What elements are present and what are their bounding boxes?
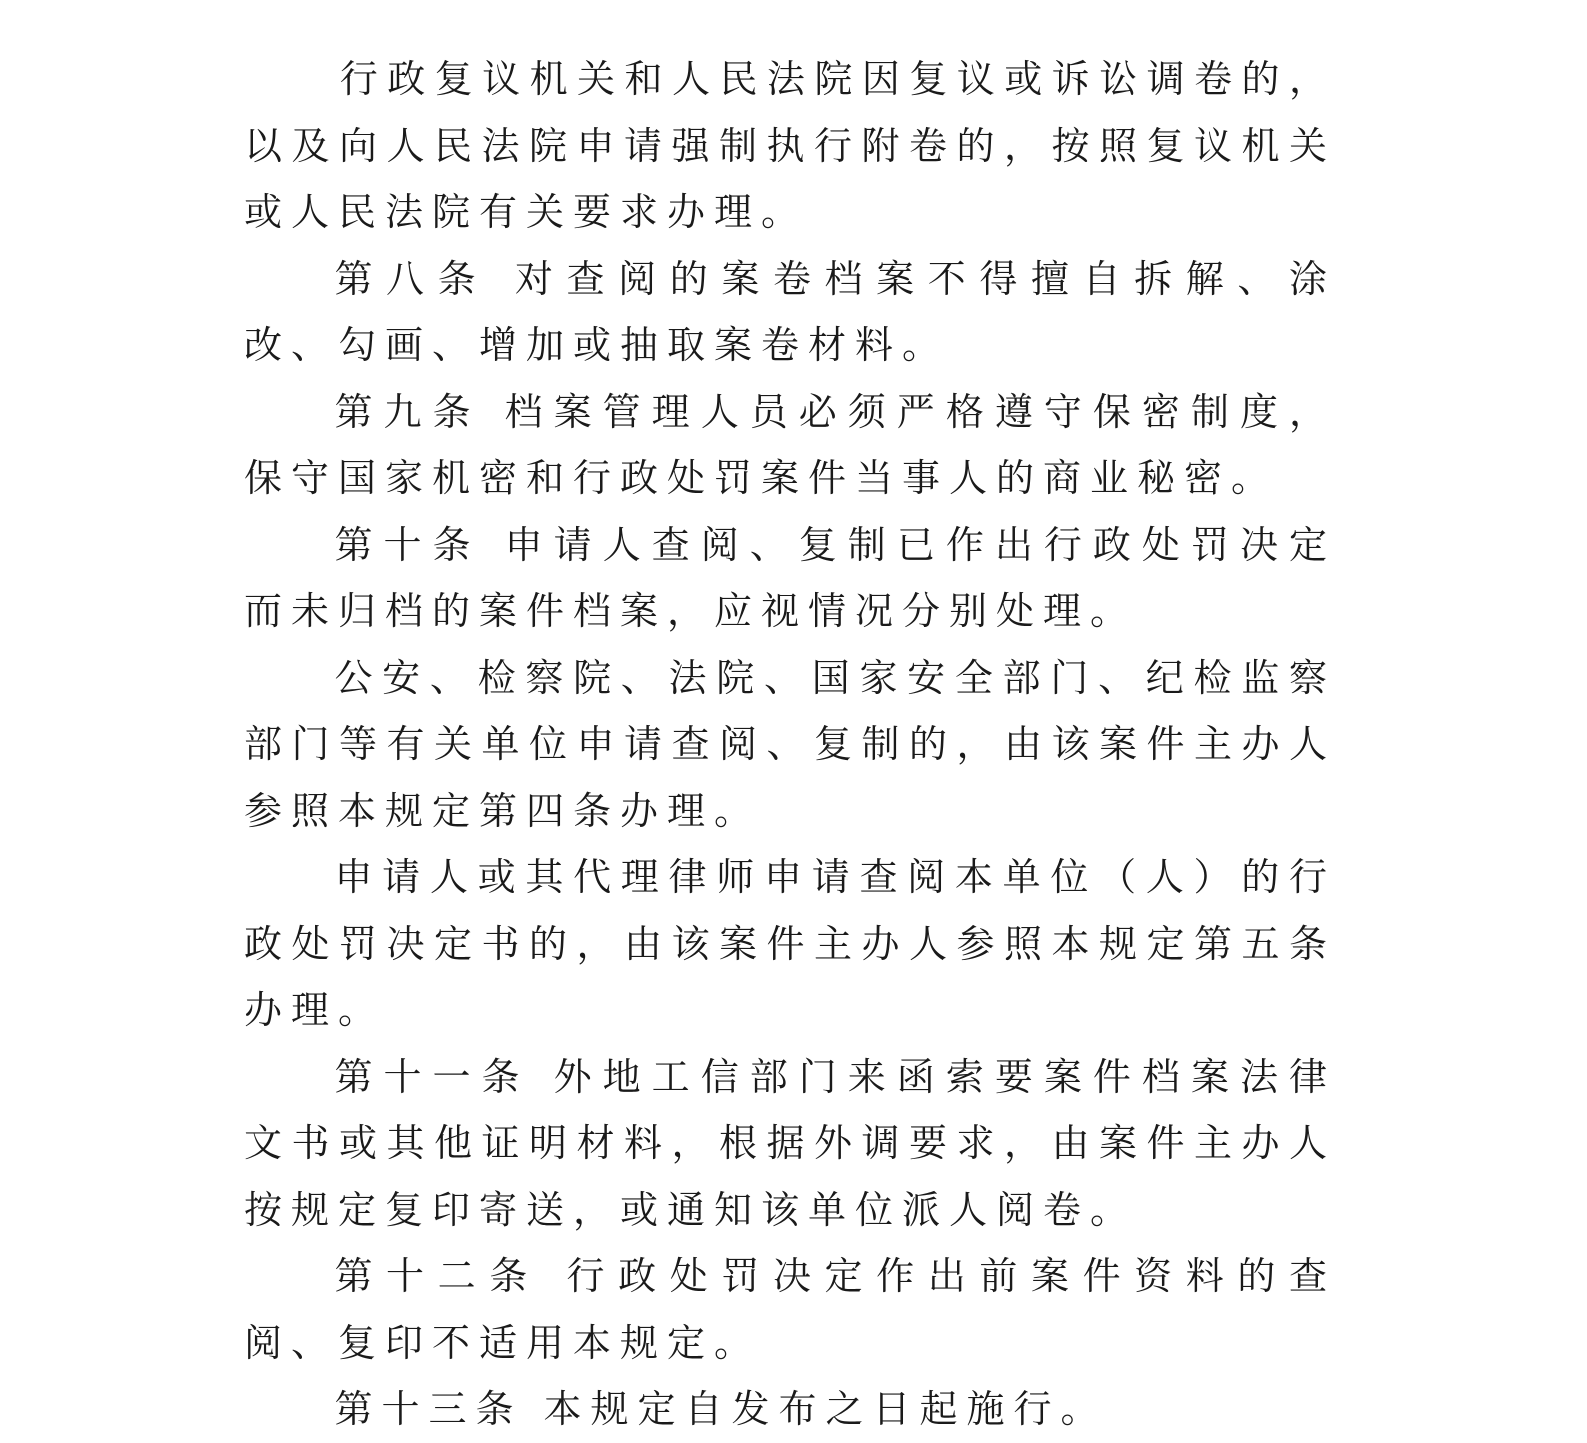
paragraph-article-8: 第八条 对查阅的案卷档案不得擅自拆解、涂改、勾画、增加或抽取案卷材料。 [244,256,1336,367]
paragraph-article-10-applicant: 申请人或其代理律师申请查阅本单位（人）的行政处罚决定书的，由该案件主办人参照本规定第五条办理。 [244,855,1336,1032]
paragraph-article-10-agencies: 公安、检察院、法院、国家安全部门、纪检监察部门等有关单位申请查阅、复制的，由该案件主办人参照本规定第四条办理。 [244,655,1336,833]
paragraph-article-10: 第十条 申请人查阅、复制已作出行政处罚决定而未归档的案件档案，应视情况分别处理。 [244,522,1336,633]
paragraph-review-and-litigation: 行政复议机关和人民法院因复议或诉讼调卷的，以及向人民法院申请强制执行附卷的，按照复议机关或人民法院有关要求办理。 [244,57,1336,234]
paragraph-article-13: 第十三条 本规定自发布之日起施行。 [334,1387,1108,1431]
document-body [244,46,1336,1443]
paragraph-article-11: 第十一条 外地工信部门来函索要案件档案法律文书或其他证明材料，根据外调要求，由案件主办人按规定复印寄送，或通知该单位派人阅卷。 [244,1054,1336,1232]
paragraph-article-9: 第九条 档案管理人员必须严格遵守保密制度，保守国家机密和行政处罚案件当事人的商业秘密。 [244,389,1336,500]
paragraph-article-12: 第十二条 行政处罚决定作出前案件资料的查阅、复印不适用本规定。 [244,1254,1336,1365]
